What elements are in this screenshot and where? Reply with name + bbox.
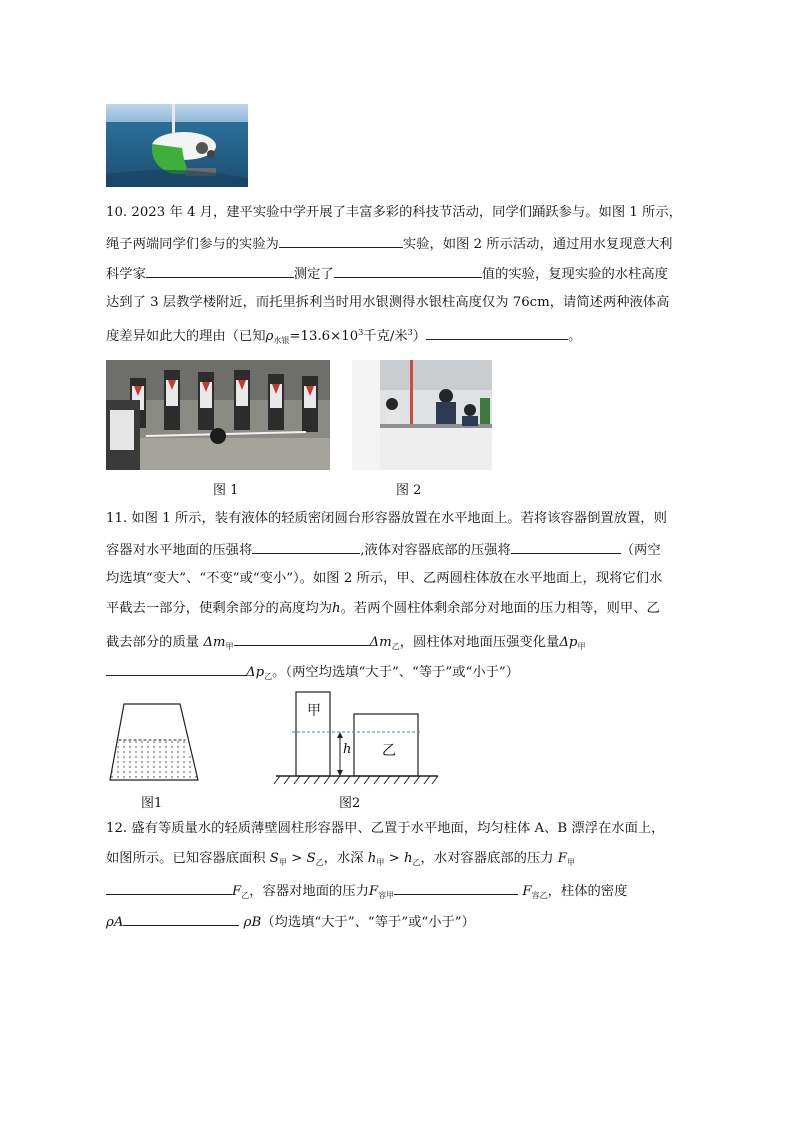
- answer-blank-6[interactable]: [511, 540, 621, 554]
- q11-line2: 容器对水平地面的压强将 ,液体对容器底部的压强将 （两空: [106, 540, 661, 560]
- answer-blank-3[interactable]: [334, 264, 482, 278]
- q11-fig2-caption: 图2: [339, 796, 361, 811]
- answer-blank-10[interactable]: [394, 881, 518, 895]
- q10-fig2-caption: 图 2: [396, 483, 422, 498]
- q10-line4: 达到了 3 层教学楼附近，而托里拆利当时用水银测得水银柱高度仅为 76cm，请简述两种液体高: [106, 295, 670, 310]
- q11-line6: $\Delta p_乙$。（两空均选填“大于”、“等于”或“小于”）: [106, 662, 519, 686]
- submersible-photo: [106, 104, 248, 187]
- answer-blank-7[interactable]: [234, 632, 370, 646]
- q12-line2: 如图所示。已知容器底面积 $S_甲 > S_乙$，水深 $h_甲 > h_乙$，水对容器底部的压力 $F_甲$: [106, 851, 575, 867]
- answer-blank-2[interactable]: [146, 264, 294, 278]
- answer-blank-1[interactable]: [279, 234, 403, 248]
- q10-line1: 10. 2023 年 4 月，建平实验中学开展了丰富多彩的科技节活动，同学们踊跃参与。如图 1 所示，: [106, 205, 682, 220]
- q10-line5: 度差异如此大的理由（已知$\rho_{水银}=13.6\times 10^3$千克/米$^3$） 。: [106, 328, 582, 345]
- q10-line3: 科学家 测定了 值的实验，复现实验的水柱高度: [106, 264, 668, 284]
- q10-fig1-caption: 图 1: [213, 483, 239, 498]
- block-yi-label: 乙: [382, 743, 396, 759]
- answer-blank-11[interactable]: [123, 912, 239, 926]
- q11-line1: 11. 如图 1 所示，装有液体的轻质密闭圆台形容器放置在水平地面上。若将该容器倒置放置，则: [106, 511, 667, 526]
- block-jia-label: 甲: [307, 703, 321, 719]
- answer-blank-4[interactable]: [426, 326, 568, 340]
- height-h-label: h: [343, 742, 352, 757]
- water-column-photo: [352, 360, 492, 470]
- q10-line2: 绳子两端同学们参与的实验为 实验，如图 2 所示活动，通过用水复现意大利: [106, 234, 672, 254]
- q11-line3: 均选填“变大”、“不变”或“变小”）。如图 2 所示，甲、乙两圆柱体放在水平地面上，现将它们水: [106, 571, 663, 586]
- q11-line4: 平截去一部分，使剩余部分的高度均为h。若两个圆柱体剩余部分对地面的压力相等，则甲、乙: [106, 601, 660, 616]
- rope-experiment-photo: [106, 360, 330, 470]
- q12-line3: $F_乙$，容器对地面的压力$F_{容甲}$ $F_{容乙}$，柱体的密度: [106, 881, 627, 905]
- truncated-cone-container-figure: [104, 700, 204, 784]
- q11-fig1-caption: 图1: [141, 796, 163, 811]
- two-cylinders-figure: [272, 688, 442, 788]
- answer-blank-8[interactable]: [106, 662, 246, 676]
- answer-blank-9[interactable]: [106, 881, 232, 895]
- answer-blank-5[interactable]: [252, 540, 360, 554]
- q12-line1: 12. 盛有等质量水的轻质薄壁圆柱形容器甲、乙置于水平地面，均匀柱体 A、B 漂浮在水面上，: [106, 821, 665, 836]
- q11-line5: 截去部分的质量 $\Delta m_甲$ $\Delta m_乙$，圆柱体对地面压强变化量$\Delta p_甲$: [106, 632, 585, 656]
- q12-line4: ρA ρB（均选填“大于”、“等于”或“小于”）: [106, 912, 475, 932]
